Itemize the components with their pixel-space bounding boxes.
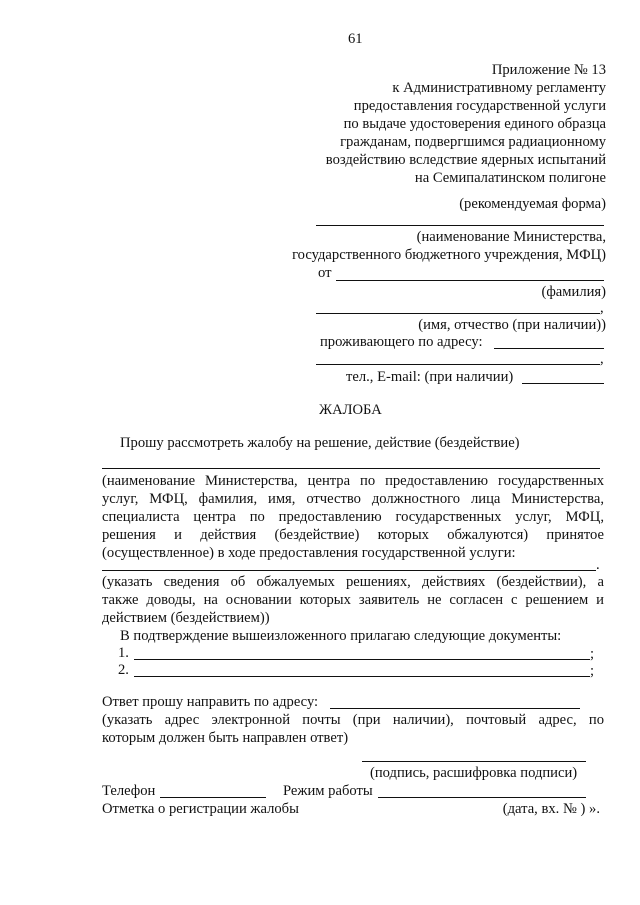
work-mode-line[interactable]	[378, 797, 586, 798]
header-line: к Административному регламенту	[392, 80, 606, 96]
surname-caption: (фамилия)	[541, 284, 606, 300]
address-line-2[interactable]	[316, 364, 600, 365]
request-text: Прошу рассмотреть жалобу на решение, действие (бездействие)	[120, 435, 520, 451]
contacts-label: тел., E-mail: (при наличии)	[346, 369, 514, 385]
caption-text: услуг, МФЦ, фамилия, имя, отчество должностного лица Министерства,	[102, 491, 604, 507]
caption-text: специалиста центра по предоставлению государственных услуг, МФЦ,	[102, 509, 604, 525]
header-line: Приложение № 13	[491, 62, 606, 78]
document-line-1[interactable]	[134, 659, 590, 660]
list-item-end: ;	[590, 663, 595, 679]
from-label: от	[318, 265, 332, 281]
registration-label: Отметка о регистрации жалобы	[102, 801, 299, 817]
caption-text: также доводы, на основании которых заявитель не согласен с решением и	[102, 592, 604, 608]
documents-intro: В подтверждение вышеизложенного прилагаю следующие документы:	[120, 628, 562, 644]
comma: ,	[600, 300, 604, 316]
subject-line[interactable]	[102, 468, 600, 469]
signature-caption: (подпись, расшифровка подписи)	[370, 765, 578, 781]
header-line: по выдаче удостоверения единого образца	[343, 116, 606, 132]
caption-text: решения и действия (бездействие) которых обжалуются) принятое	[102, 527, 604, 543]
name-caption: (имя, отчество (при наличии))	[418, 317, 606, 333]
work-mode-label: Режим работы	[283, 783, 373, 799]
caption-text: (наименование Министерства, центра по предоставлению государственных	[102, 473, 604, 489]
contacts-line[interactable]	[522, 383, 604, 384]
document-title: ЖАЛОБА	[319, 402, 382, 418]
ministry-caption: государственного бюджетного учреждения, МФЦ)	[292, 247, 606, 263]
ministry-line[interactable]	[316, 225, 604, 226]
caption-text: которым должен быть направлен ответ)	[102, 730, 349, 746]
ministry-caption: (наименование Министерства,	[416, 229, 606, 245]
header-line: воздействию вследствие ядерных испытаний	[325, 152, 606, 168]
header-line: на Семипалатинском полигоне	[414, 170, 606, 186]
surname-line[interactable]	[336, 280, 604, 281]
caption-text: (осуществленное) в ходе предоставления государственной услуги:	[102, 545, 516, 561]
address-line-1[interactable]	[494, 348, 604, 349]
signature-line[interactable]	[362, 761, 586, 762]
period: .	[596, 557, 600, 573]
phone-label: Телефон	[102, 783, 156, 799]
reply-address-line[interactable]	[330, 708, 580, 709]
document-line-2[interactable]	[134, 676, 590, 677]
list-item-number: 1.	[118, 645, 129, 661]
caption-text: действием (бездействием))	[102, 610, 270, 626]
page-number: 61	[348, 31, 363, 47]
list-item-end: ;	[590, 646, 595, 662]
name-line[interactable]	[316, 313, 600, 314]
comma: ,	[600, 351, 604, 367]
residing-label: проживающего по адресу:	[320, 334, 483, 350]
caption-text: (указать сведения об обжалуемых решениях, действиях (бездействии), а	[102, 574, 604, 590]
header-line: предоставления государственной услуги	[353, 98, 606, 114]
phone-line[interactable]	[160, 797, 266, 798]
decision-line[interactable]	[102, 570, 596, 571]
caption-text: (указать адрес электронной почты (при наличии), почтовый адрес, по	[102, 712, 604, 728]
list-item-number: 2.	[118, 662, 129, 678]
form-note: (рекомендуемая форма)	[459, 196, 606, 212]
reply-label: Ответ прошу направить по адресу:	[102, 694, 319, 710]
date-label: (дата, вх. № ) ».	[502, 801, 600, 817]
header-line: гражданам, подвергшимся радиационному	[340, 134, 606, 150]
